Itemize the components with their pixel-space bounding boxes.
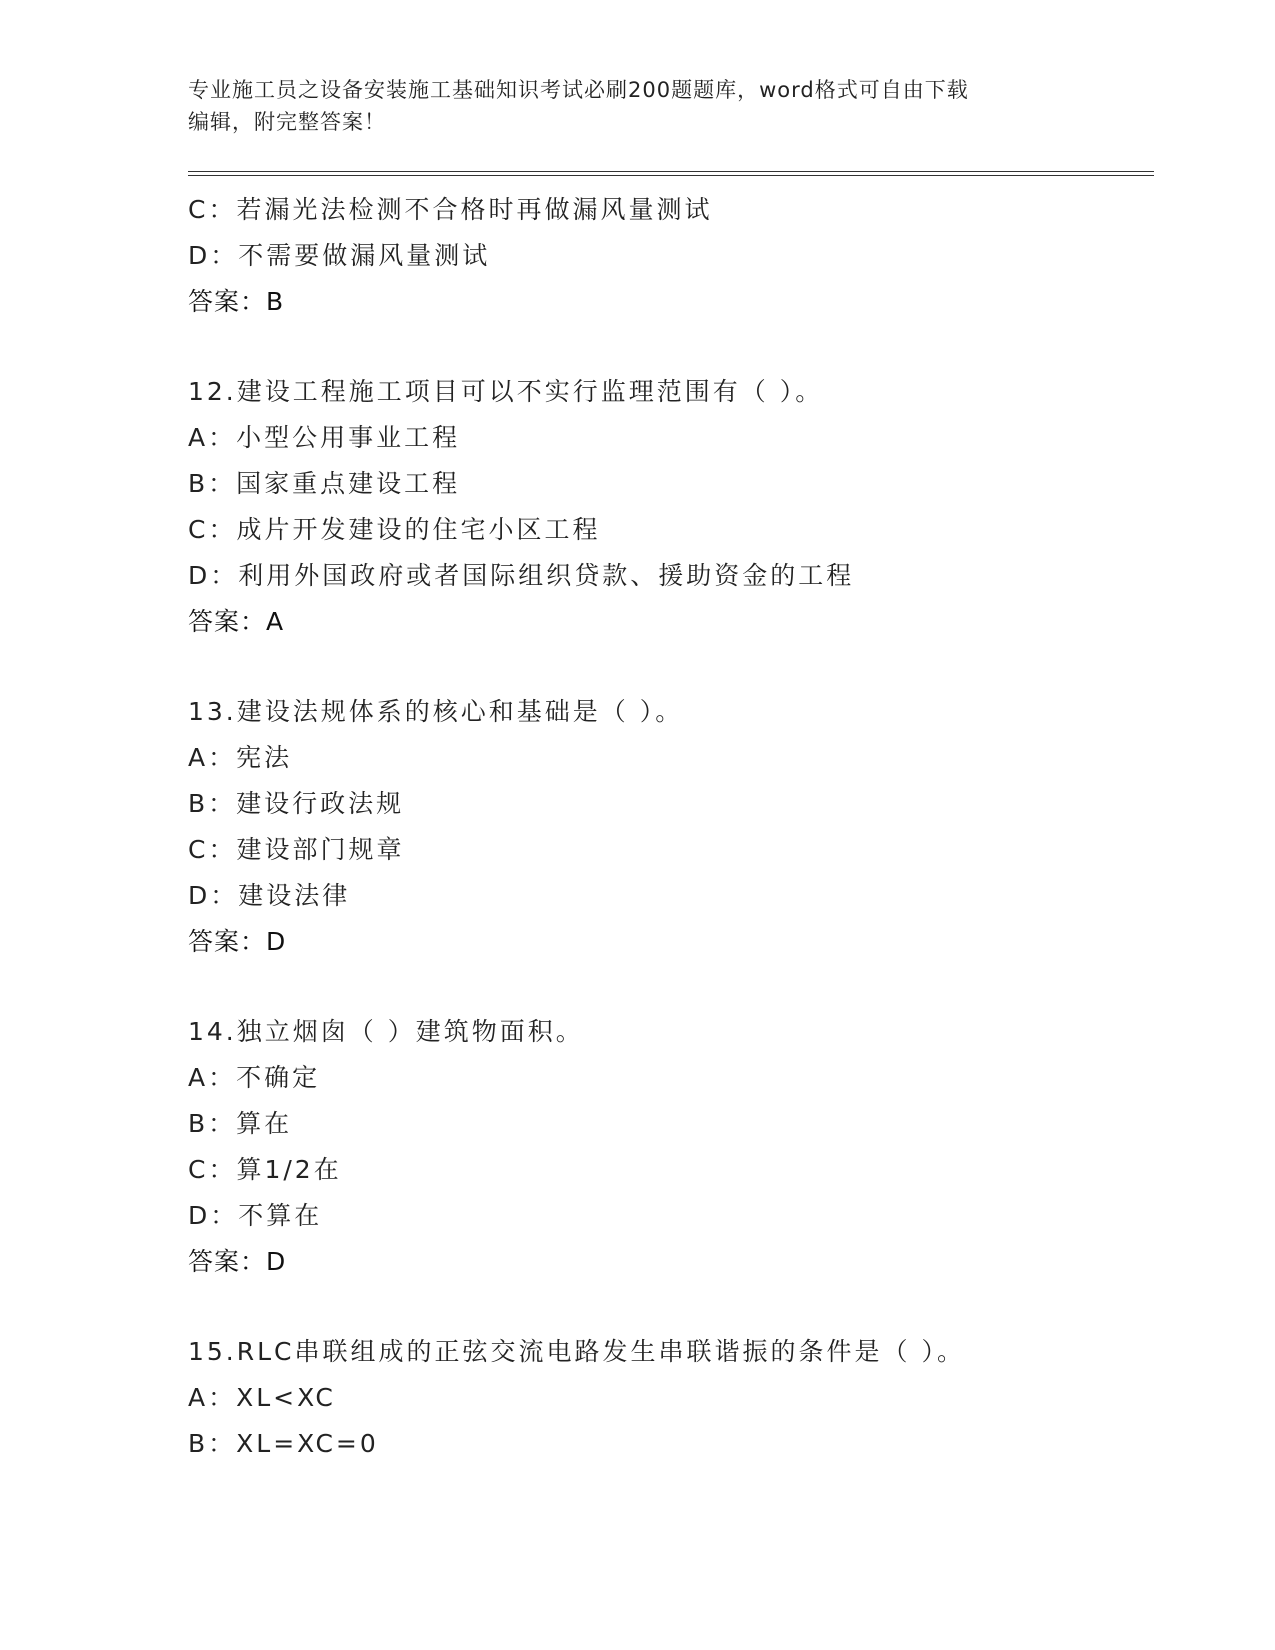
header-divider-top [188, 171, 1154, 172]
header-divider-bottom [188, 175, 1154, 176]
header-line-2: 编辑，附完整答案！ [188, 110, 386, 134]
answer-line: 答案：A [188, 607, 285, 636]
option-a: A：小型公用事业工程 [188, 423, 461, 452]
option-a: A：不确定 [188, 1063, 321, 1092]
question-block-prev [188, 187, 1154, 325]
question-text: 13.建设法规体系的核心和基础是（ ）。 [188, 697, 684, 726]
option-b: B：建设行政法规 [188, 789, 405, 818]
question-list [188, 187, 1154, 1467]
option-d: D：不算在 [188, 1201, 323, 1230]
question-block-12 [188, 369, 1154, 645]
option-b: B：国家重点建设工程 [188, 469, 461, 498]
spacer [188, 645, 1154, 689]
answer-line: 答案：D [188, 927, 287, 956]
spacer [188, 965, 1154, 1009]
option-c: C：成片开发建设的住宅小区工程 [188, 515, 601, 544]
question-block-15 [188, 1329, 1154, 1467]
option-c: C：建设部门规章 [188, 835, 405, 864]
header-line-1: 专业施工员之设备安装施工基础知识考试必刷200题题库，word格式可自由下载 [188, 78, 969, 102]
option-c: C：若漏光法检测不合格时再做漏风量测试 [188, 195, 713, 224]
option-b: B：算在 [188, 1109, 293, 1138]
option-a: A：宪法 [188, 743, 293, 772]
question-text: 15.RLC串联组成的正弦交流电路发生串联谐振的条件是（ ）。 [188, 1337, 965, 1366]
question-text: 12.建设工程施工项目可以不实行监理范围有（ ）。 [188, 377, 824, 406]
spacer [188, 325, 1154, 369]
question-block-14 [188, 1009, 1154, 1285]
answer-line: 答案：D [188, 1247, 287, 1276]
option-d: D：不需要做漏风量测试 [188, 241, 491, 270]
option-a: A：XL<XC [188, 1383, 336, 1412]
option-d: D：建设法律 [188, 881, 351, 910]
spacer [188, 1285, 1154, 1329]
option-b: B：XL=XC=0 [188, 1429, 379, 1458]
option-c: C：算1/2在 [188, 1155, 342, 1184]
answer-line: 答案：B [188, 287, 285, 316]
question-block-13 [188, 689, 1154, 965]
document-header [188, 74, 1088, 138]
option-d: D：利用外国政府或者国际组织贷款、援助资金的工程 [188, 561, 855, 590]
question-text: 14.独立烟囱（ ）建筑物面积。 [188, 1017, 584, 1046]
